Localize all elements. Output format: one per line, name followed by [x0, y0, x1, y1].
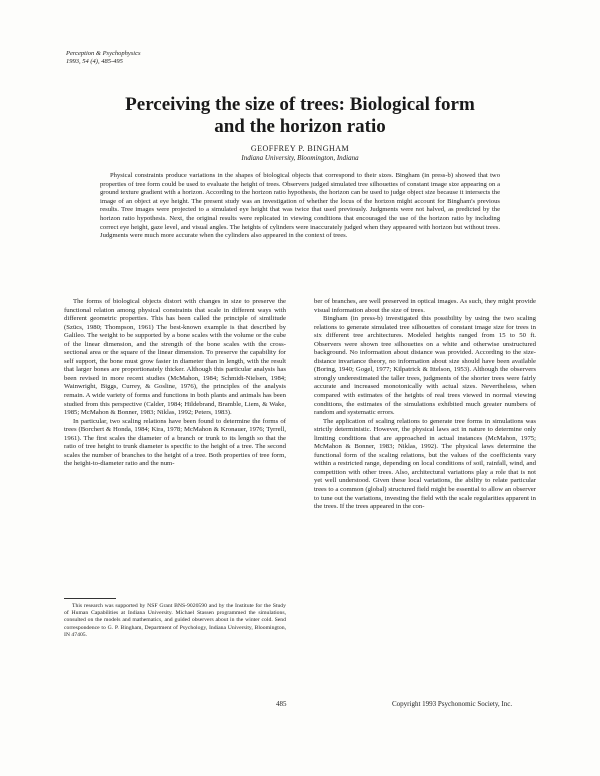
body-paragraph: The application of scaling relations to generate tree forms in simulations was strictly deterministic. However, the physical laws act in nature to determine only limiting conditions that are approached in actual instances (McMahon, 1975; McMahon & Bonner, 1983; Niklas, 1992). The physical laws determine the functional form of the scaling relations, but the values of the coefficients vary within a restricted range, depending on local conditions of soil, rainfall, wind, and competition with other trees. Also, architectural variations play a role that is not yet well understood. Given these local variations, the ability to relate particular trees to a common (global) structured field might be essential to allow an observer to tune out the variations, investing the field with the scale regularities apparent in the trees. If the trees appeared in the con- [314, 417, 536, 511]
paper-title [70, 94, 530, 138]
author-affiliation: Indiana University, Bloomington, Indiana [241, 154, 359, 162]
body-paragraph: The forms of biological objects distort with changes in size to preserve the functional relation among physical constraints that scale in different ways with different geometric properties. This has been called the principle of similitude (Szücs, 1980; Thompson, 1961) The best-known example is that described by Galileo. The weight to be supported by a bone scales with the volume or the cube of the linear dimension, and the strength of the bone scales with the cross-sectional area or the square of the linear dimension. To preserve the capability for self support, the bone must grow faster in diameter than in length, with the result that larger bones are proportionately thicker. Although this particular analysis has been revised in more recent studies (McMahon, 1984; Schmidt-Nielsen, 1984; Wainwright, Biggs, Currey, & Gosline, 1976), the principles of the analysis remain. A wide variety of forms and functions in both plants and animals has been studied from this perspective (Calder, 1984; Hildebrand, Bramble, Liem, & Wake, 1985; McMahon & Bonner, 1983; Niklas, 1992; Peters, 1983). [64, 298, 286, 417]
author-name: GEOFFREY P. BINGHAM [250, 144, 350, 153]
footnote: This research was supported by NSF Grant BNS-9020590 and by the Institute for the Study of Human Capabilities at Indiana University. Michael Stassen programmed the simulations, consulted on the models and mathematics, and guided observers about in the winter cold. Send correspondence to G. P. Bingham, Department of Psychology, Indiana University, Bloomington, IN 47405. [64, 603, 286, 638]
body-paragraph: Bingham (in press-b) investigated this possibility by using the two scaling relations to generate simulated tree silhouettes of constant image size for trees in six different tree architectures. Modeled heights ranged from 15 to 50 ft. Observers were shown tree silhouettes on a white and otherwise unstructured background. No information about distance was provided. According to the size-distance invariance theory, no information about size should have been available (Boring, 1940; Gogel, 1977; Kilpatrick & Ittelson, 1953). Although the observers strongly underestimated the taller trees, judgments of the shorter trees were fairly accurate and increased monotonically with actual sizes. Nevertheless, when compared with estimates of the heights of real trees viewed in normal viewing conditions, the estimates of the simulations exhibited much greater numbers of random and systematic errors. [314, 315, 536, 417]
journal-header [66, 50, 141, 66]
abstract: Physical constraints produce variations in the shapes of biological objects that correspond to their sizes. Bingham (in press-b) showed that two properties of tree form could be used to evaluate the height of trees. Observers judged simulated tree silhouettes of constant image size appearing on a ground texture gradient with a horizon. According to the horizon ratio hypothesis, the horizon can be used to judge object size because it intersects the image of an object at eye height. The present study was an investigation of whether the locus of the horizon might account for Bingham's previous results. Tree images were projected to a simulated eye height that was twice that used previously. Judgments were not halved, as predicted by the horizon ratio hypothesis. Next, the original results were replicated in viewing conditions that encouraged the use of the horizon ratio by including correct eye height, gaze level, and visual angles. The heights of cylinders were inaccurately judged when they appeared with horizon but without trees. Judgments were much more accurate when the cylinders also appeared in the context of trees. [100, 172, 500, 240]
title-line-1: Perceiving the size of trees: Biological form [125, 94, 475, 115]
footnote-rule [64, 598, 116, 599]
title-line-2: and the horizon ratio [214, 116, 386, 137]
journal-name: Perception & Psychophysics [66, 50, 141, 57]
body-column-left [64, 298, 286, 469]
body-column-right [314, 298, 536, 512]
copyright-notice: Copyright 1993 Psychonomic Society, Inc. [392, 700, 513, 708]
page-number: 485 [276, 700, 287, 708]
journal-citation: 1993, 54 (4), 485-495 [66, 58, 123, 65]
body-paragraph: In particular, two scaling relations have been found to determine the forms of trees (Borchert & Honda, 1984; Kira, 1978; McMahon & Kronauer, 1976; Tyrrell, 1961). The first scales the diameter of a branch or trunk to its length so that the ratio of tree height to trunk diameter is specific to the height of a tree. The second scales the number of branches to the height of a tree. Both properties of tree form, the height-to-diameter ratio and the num- [64, 417, 286, 468]
body-paragraph: ber of branches, are well preserved in optical images. As such, they might provide visual information about the size of trees. [314, 298, 536, 314]
